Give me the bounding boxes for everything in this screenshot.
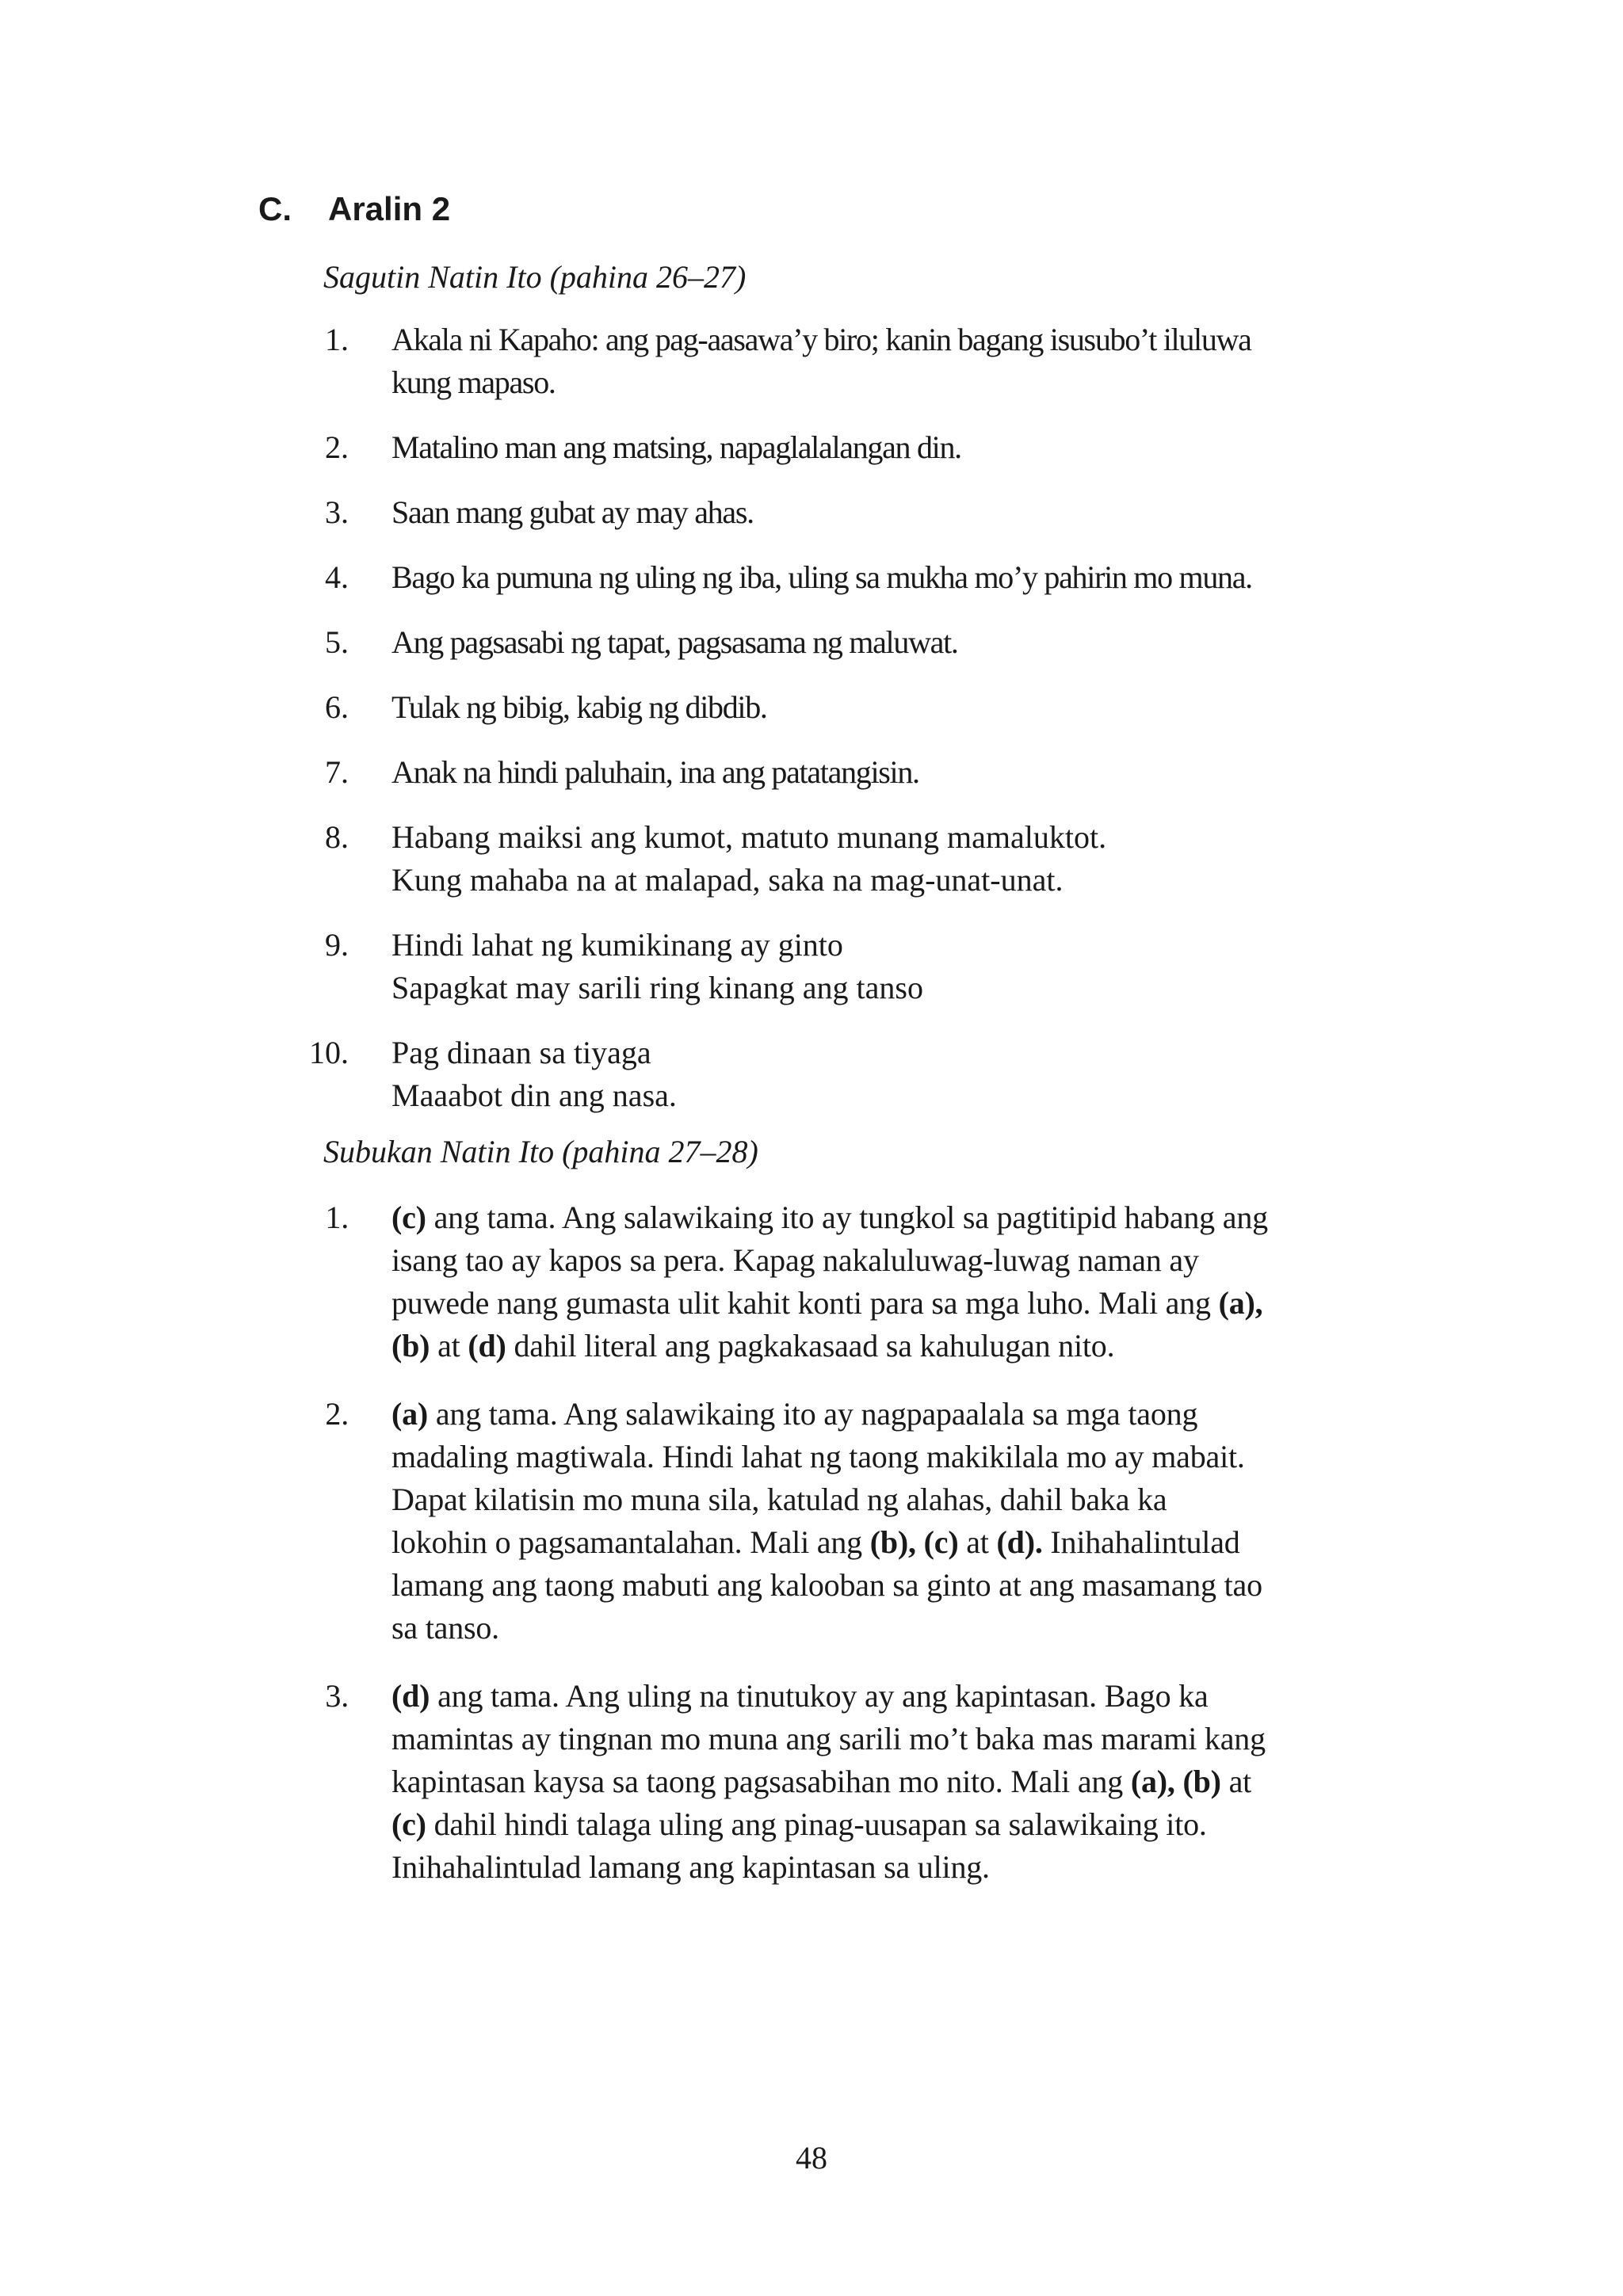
text-run: ang tama. Ang uling na tinutukoy ay ang kapintasan. Bago ka [430,1678,1209,1714]
explanation-line: lamang ang taong mabuti ang kalooban sa ginto at ang masamang tao [391,1567,1262,1603]
item-number: 6. [325,689,349,725]
item-number: 2. [325,429,349,465]
list-item [285,491,1395,534]
list-item [285,686,1395,729]
bold-run: (d) [468,1328,506,1363]
bold-run: (d). [996,1524,1043,1560]
item-number: 5. [325,624,349,660]
sagutin-heading: Sagutin Natin Ito (pahina 26–27) [323,259,747,295]
explanation-line [391,1282,1395,1325]
text-run: kapintasan kaysa sa taong pagsasabihan mo nito. Mali ang [391,1764,1131,1799]
explanation-line: madaling magtiwala. Hindi lahat ng taong makikilala mo ay mabait. [391,1439,1245,1474]
list-item [285,751,1395,794]
explanation-line: Inihahalintulad lamang ang kapintasan sa uling. [391,1849,990,1885]
text-run: at [430,1328,468,1363]
page-number: 48 [796,2140,827,2176]
explanation-line [391,1803,1395,1846]
text-run: ang tama. Ang salawikaing ito ay nagpapaalala sa mga taong [428,1396,1198,1432]
text-run: puwede nang gumasta ulit kahit konti para sa mga luho. Mali ang [391,1285,1219,1321]
explanation-line [391,1675,1395,1718]
list-item [285,1196,1395,1367]
text-run: dahil literal ang pagkakasaad sa kahulugan nito. [506,1328,1115,1363]
list-item [285,924,1395,1009]
text-run: Inihahalintulad [1042,1524,1240,1560]
item-number: 3. [325,1678,349,1714]
item-number: 1. [325,1199,349,1235]
item-number: 8. [325,819,349,855]
list-item [285,621,1395,664]
answer-line: Habang maiksi ang kumot, matuto munang mamaluktot. [391,819,1107,855]
answer-line: Akala ni Kapaho: ang pag-aasawa’y biro; kanin bagang isusubo’t iluluwa [391,322,1251,357]
list-item [285,318,1395,404]
section-heading [258,189,450,230]
bold-run: (a), (b) [1130,1764,1221,1799]
item-number: 4. [325,559,349,595]
explanation-line [391,1521,1395,1564]
section-letter: C. [258,190,292,227]
item-number: 2. [325,1396,349,1432]
explanation-line: sa tanso. [391,1610,499,1646]
answer-line: Ang pagsasabi ng tapat, pagsasama ng maluwat. [391,624,958,660]
list-item [285,1032,1395,1117]
answer-line: Tulak ng bibig, kabig ng dibdib. [391,689,767,725]
answer-line: Bago ka pumuna ng uling ng iba, uling sa mukha mo’y pahirin mo muna. [391,559,1252,595]
answer-line: Pag dinaan sa tiyaga [391,1035,651,1070]
bold-run: (c) [391,1806,426,1842]
answer-line: Anak na hindi paluhain, ina ang patatangisin. [391,754,919,790]
answer-line: Maaabot din ang nasa. [391,1077,677,1113]
text-run: ang tama. Ang salawikaing ito ay tungkol sa pagtitipid habang ang [426,1199,1268,1235]
list-item [285,426,1395,469]
explanation-line: isang tao ay kapos sa pera. Kapag nakaluluwag-luwag naman ay [391,1242,1199,1278]
answer-line: kung mapaso. [391,364,556,400]
section-title: Aralin 2 [328,190,451,227]
item-number: 3. [325,494,349,530]
item-number: 7. [325,754,349,790]
answer-line: Saan mang gubat ay may ahas. [391,494,754,530]
explanation-line: mamintas ay tingnan mo muna ang sarili mo’t baka mas marami kang [391,1721,1266,1756]
explanation-line [391,1760,1395,1803]
answer-line: Matalino man ang matsing, napaglalalangan din. [391,429,961,465]
answer-line: Kung mahaba na at malapad, saka na mag-unat-unat. [391,862,1064,898]
answer-line: Hindi lahat ng kumikinang ay ginto [391,927,843,963]
list-item [285,1393,1395,1650]
item-number: 9. [325,927,349,963]
list-item [285,556,1395,599]
item-number: 10. [309,1035,349,1070]
explanation-line [391,1393,1395,1436]
list-item [285,816,1395,902]
sagutin-list [285,318,1395,1139]
subukan-list [285,1196,1395,1914]
answer-letter: (c) [391,1199,426,1235]
answer-letter: (a) [391,1396,429,1432]
bold-run: (a), [1218,1285,1263,1321]
bold-run: (b) [391,1328,430,1363]
text-run: dahil hindi talaga uling ang pinag-uusapan sa salawikaing ito. [426,1806,1207,1842]
text-run: lokohin o pagsamantalahan. Mali ang [391,1524,870,1560]
list-item [285,1675,1395,1889]
explanation-line: Dapat kilatisin mo muna sila, katulad ng alahas, dahil baka ka [391,1482,1167,1517]
text-run: at [958,1524,997,1560]
text-run: at [1220,1764,1252,1799]
answer-letter: (d) [391,1678,430,1714]
answer-line: Sapagkat may sarili ring kinang ang tanso [391,970,923,1005]
explanation-line [391,1196,1395,1239]
subukan-heading: Subukan Natin Ito (pahina 27–28) [323,1134,758,1169]
item-number: 1. [325,322,349,357]
explanation-line [391,1325,1395,1367]
bold-run: (b), (c) [869,1524,959,1560]
